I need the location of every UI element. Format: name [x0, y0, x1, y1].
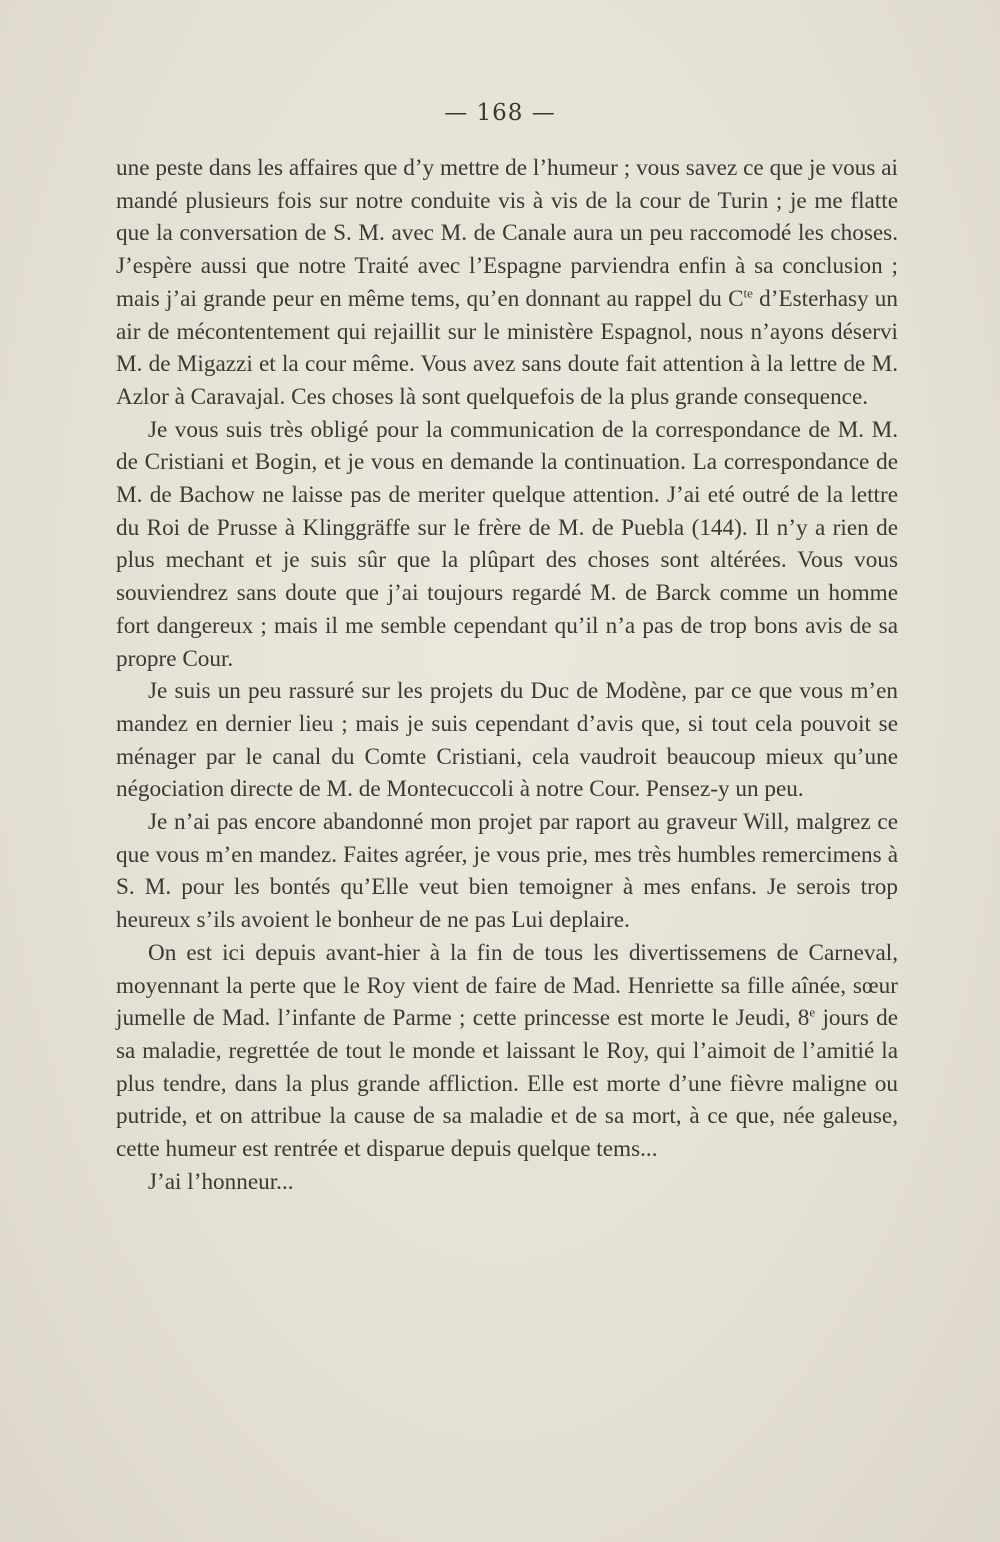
paragraph-2: Je vous suis très obligé pour la communication de la correspondance de M. M. de Cristiani et Bogin, et je vous en demande la continuation. La correspondance de M. de Bachow ne laisse pas de meriter quelque attention. J’ai eté outré de la lettre du Roi de Prusse à Klinggräffe sur le frère de M. de Puebla (144). Il n’y a rien de plus mechant et je suis sûr que la plûpart des choses sont altérées. Vous vous souviendrez sans doute que j’ai toujours regardé M. de Barck comme un homme fort dangereux ; mais il me semble cependant qu’il n’a pas de trop bons avis de sa propre Cour.	[116, 416, 898, 672]
paragraph-1-text-b: d’Esterhasy un air de mécontentement qui rejaillit sur le ministère Espagnol, nous n’ayons déservi M. de Migazzi et la cour même. Vous avez sans doute fait attention à la lettre de M. Azlor à Caravajal. Ces choses là sont quelquefois de la plus grande consequence.	[116, 285, 898, 410]
paragraph-5-superscript: e	[809, 1004, 816, 1020]
paragraph-1-text-a: une peste dans les affaires que d’y mettre de l’humeur ; vous savez ce que je vous ai mandé plusieurs fois sur notre conduite vis à vis de la cour de Turin ; je me flatte que la conversation de S. M. avec M. de Canale aura un peu raccomodé les choses. J’espère aussi que notre Traité avec l’Espagne parviendra enfin à sa conclusion ; mais j’ai grande peur en même tems, qu’en donnant au rappel du C	[116, 155, 898, 312]
paragraph-5	[116, 937, 898, 1166]
paragraph-4: Je n’ai pas encore abandonné mon projet par raport au graveur Will, malgrez ce que vous m’en mandez. Faites agréer, je vous prie, mes très humbles remercimens à S. M. pour les bontés qu’Elle veut bien temoigner à mes enfans. Je serois trop heureux s’ils avoient le bonheur de ne pas Lui deplaire.	[116, 809, 898, 934]
paragraph-6: J’ai l’honneur...	[148, 1168, 294, 1195]
page-number: — 168 —	[444, 100, 556, 126]
paragraph-5-text-b: jours de sa maladie, regrettée de tout le monde et laissant le Roy, qui l’aimoit de l’amitié la plus tendre, dans la plus grande affliction. Elle est morte d’une fièvre maligne ou putride, et on attribue la cause de sa maladie et de sa mort, à ce que, née galeuse, cette humeur est rentrée et disparue depuis quelque tems...	[116, 1005, 899, 1163]
paragraph-1	[116, 152, 898, 414]
paragraph-5-text-a: On est ici depuis avant-hier à la fin de tous les divertissemens de Carneval, moyennant la perte que le Roy vient de faire de Mad. Henriette sa fille aînée, sœur jumelle de Mad. l’infante de Parme ; cette princesse est morte le Jeudi, 8	[116, 939, 898, 1032]
paragraph-1-superscript: te	[743, 285, 753, 301]
paragraph-3: Je suis un peu rassuré sur les projets du Duc de Modène, par ce que vous m’en mandez en dernier lieu ; mais je suis cependant d’avis que, si tout cela pouvoit se ménager par le canal du Comte Cristiani, cela vaudroit beaucoup mieux qu’une négociation directe de M. de Montecuccoli à notre Cour. Pensez-y un peu.	[116, 678, 898, 803]
body-text	[116, 152, 898, 1199]
